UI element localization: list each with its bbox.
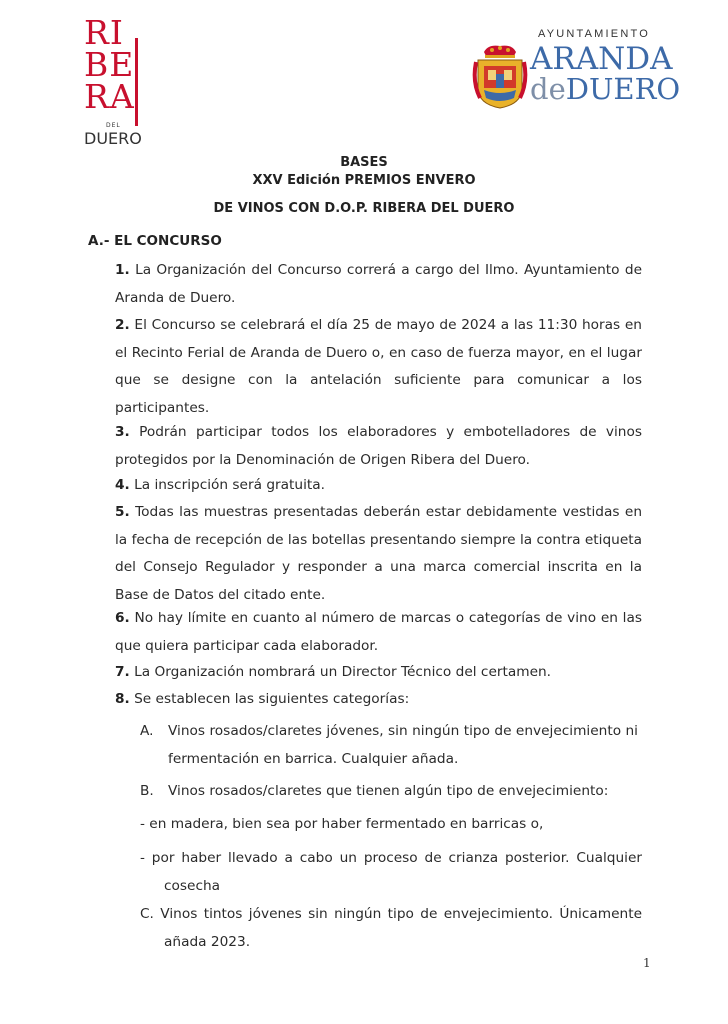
- paragraph: [115, 472, 642, 500]
- document-subtitle: DE VINOS CON D.O.P. RIBERA DEL DUERO: [213, 201, 515, 216]
- category-text: Vinos rosados/claretes que tienen algún tipo de envejecimiento:: [168, 783, 609, 799]
- paragraph-text: La inscripción será gratuita.: [129, 477, 326, 493]
- logo-bar: [135, 38, 138, 126]
- document-title: BASES: [340, 155, 388, 170]
- category-item: [140, 718, 642, 773]
- paragraph-number: 3.: [115, 424, 130, 440]
- paragraph: [115, 605, 642, 660]
- paragraph: [115, 312, 642, 422]
- paragraph: [115, 659, 642, 687]
- category-item: [140, 778, 642, 806]
- page-number: 1: [643, 956, 651, 970]
- category-label: B.: [140, 783, 154, 799]
- section-heading: A.- EL CONCURSO: [88, 233, 222, 249]
- logo-text: AYUNTAMIENTO: [538, 28, 650, 40]
- paragraph-text: Todas las muestras presentadas deberán estar debidamente vestidas en la fecha de recepción de las botellas presentando siempre la contra etiqueta del Consejo Regulador y responder a una marca comercial inscrita en la Base de Datos del citado ente.: [115, 504, 642, 603]
- logo-text: RA: [84, 77, 135, 116]
- category-subitem: - en madera, bien sea por haber fermentado en barricas o,: [140, 816, 544, 832]
- logo-text: ARANDA: [530, 41, 673, 77]
- paragraph: [115, 499, 642, 609]
- logo-text: DUERO: [84, 129, 142, 148]
- paragraph-number: 2.: [115, 317, 130, 333]
- category-text: Vinos rosados/claretes jóvenes, sin ningún tipo de envejecimiento ni fermentación en barrica. Cualquier añada.: [168, 723, 638, 767]
- paragraph-text: La Organización nombrará un Director Técnico del certamen.: [129, 664, 552, 680]
- logo-text: DUERO: [565, 72, 681, 106]
- paragraph-number: 6.: [115, 610, 130, 626]
- paragraph: [115, 419, 642, 474]
- logo-text: DEL: [106, 122, 121, 129]
- logo-text: RI: [84, 13, 124, 52]
- logo-text: de: [530, 72, 566, 106]
- logo-text: [530, 72, 680, 106]
- category-item: [140, 901, 642, 956]
- paragraph-text: Se establecen las siguientes categorías:: [129, 691, 410, 707]
- paragraph-text: El Concurso se celebrará el día 25 de mayo de 2024 a las 11:30 horas en el Recinto Ferial de Aranda de Duero o, en caso de fuerza mayor, en el lugar que se designe con la antelación suficiente para comunicar a los participantes.: [115, 317, 642, 416]
- paragraph-text: No hay límite en cuanto al número de marcas o categorías de vino en las que quiera participar cada elaborador.: [115, 610, 642, 654]
- category-text: C. Vinos tintos jóvenes sin ningún tipo de envejecimiento. Únicamente añada 2023.: [140, 906, 642, 950]
- paragraph-number: 8.: [115, 691, 130, 707]
- paragraph-text: La Organización del Concurso correrá a cargo del Ilmo. Ayuntamiento de Aranda de Duero.: [115, 262, 642, 306]
- aranda-de-duero-logo: [470, 22, 681, 112]
- category-subitem-text: - por haber llevado a cabo un proceso de crianza posterior. Cualquier cosecha: [140, 850, 642, 894]
- category-subitem: [140, 845, 642, 900]
- coat-of-arms-icon: [470, 42, 530, 110]
- category-label: A.: [140, 723, 154, 739]
- paragraph-number: 5.: [115, 504, 130, 520]
- paragraph-text: Podrán participar todos los elaboradores y embotelladores de vinos protegidos por la Denominación de Origen Ribera del Duero.: [115, 424, 642, 468]
- paragraph-number: 4.: [115, 477, 130, 493]
- paragraph: [115, 257, 642, 312]
- paragraph-number: 7.: [115, 664, 130, 680]
- paragraph-number: 1.: [115, 262, 130, 278]
- ribera-del-duero-logo: [84, 13, 148, 148]
- logo-text: BE: [84, 45, 135, 84]
- document-subtitle: XXV Edición PREMIOS ENVERO: [252, 173, 476, 188]
- paragraph: [115, 686, 642, 714]
